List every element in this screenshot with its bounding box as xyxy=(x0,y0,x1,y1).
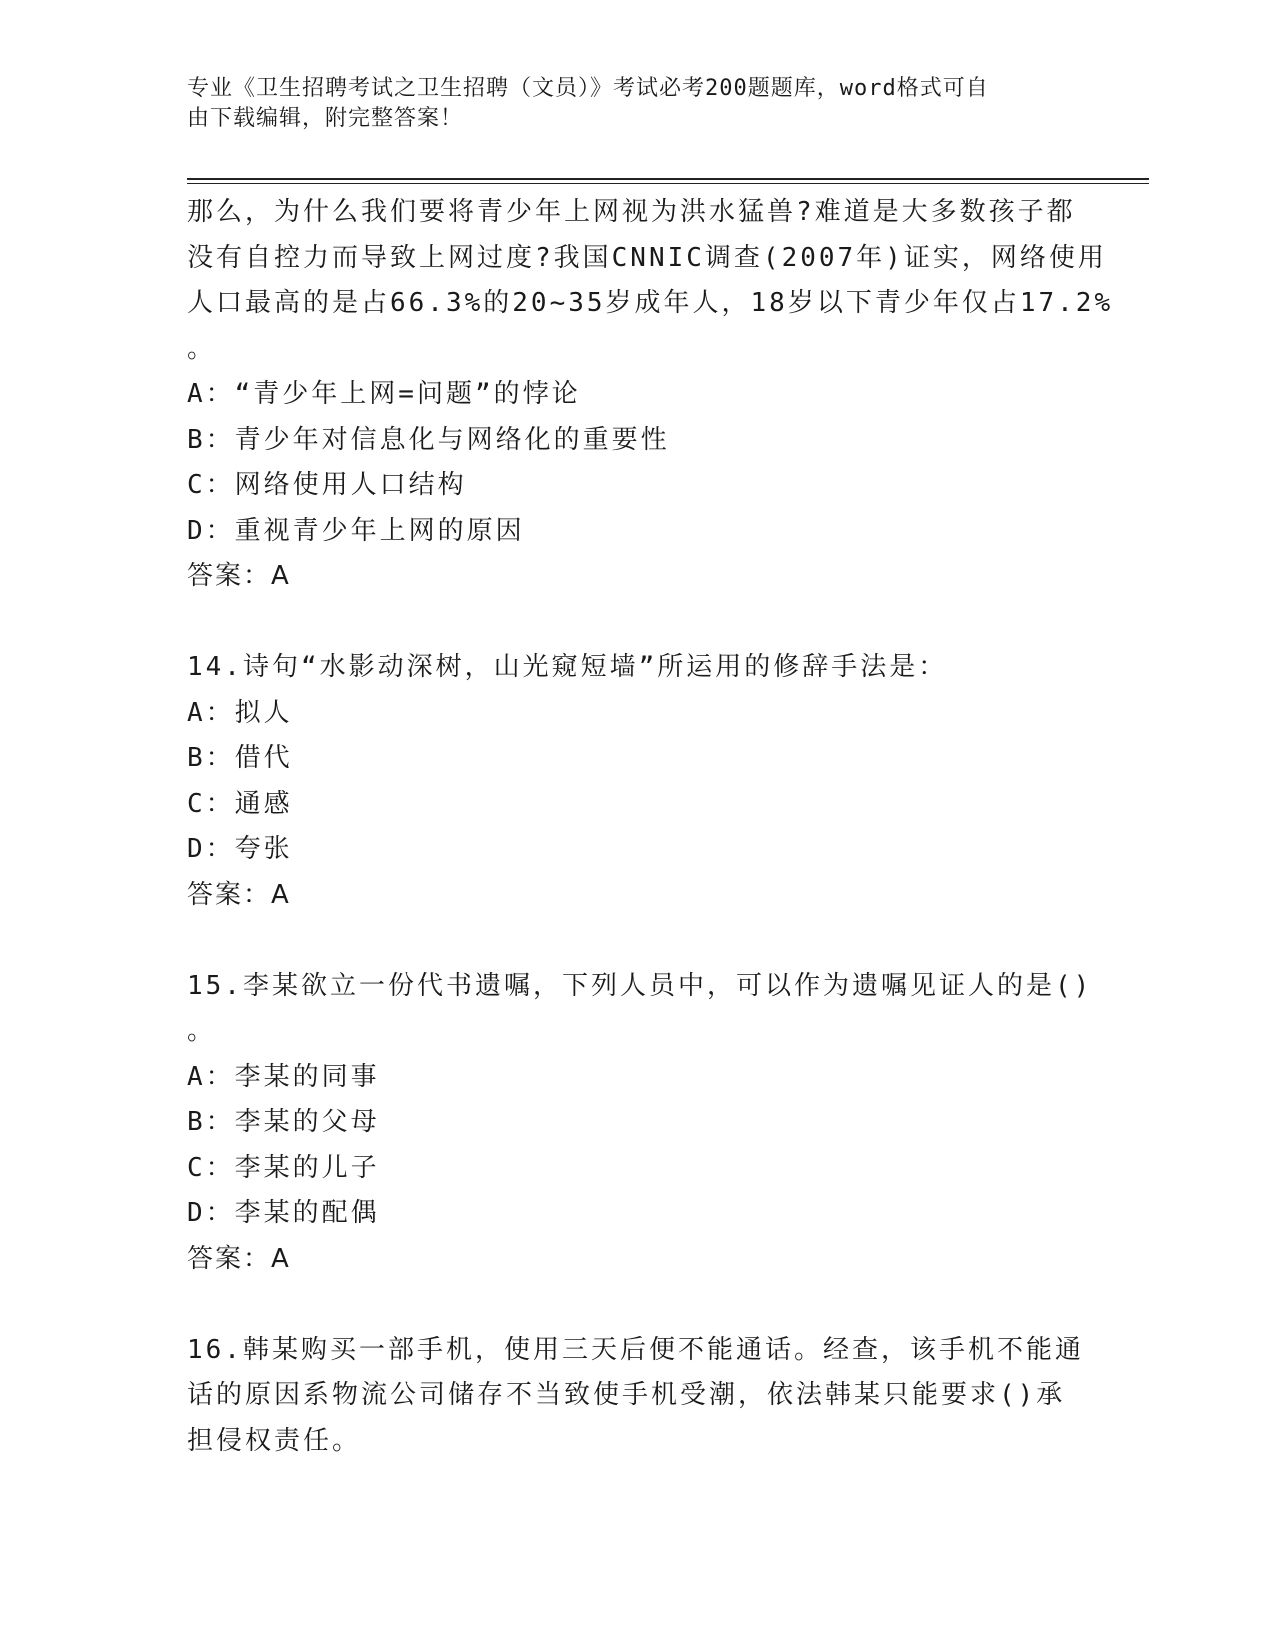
question-stem-line: 16.韩某购买一部手机，使用三天后便不能通话。经查，该手机不能通 xyxy=(187,1334,1084,1365)
answer-line: 答案：A xyxy=(187,1243,291,1274)
question-stem-line: 那么，为什么我们要将青少年上网视为洪水猛兽?难道是大多数孩子都 xyxy=(187,197,1076,227)
question-stem-line: 。 xyxy=(187,333,217,364)
question-13 xyxy=(187,190,1114,600)
question-stem-line: 话的原因系物流公司储存不当致使手机受潮，依法韩某只能要求()承 xyxy=(187,1380,1066,1410)
option-a: A：“青少年上网=问题”的悖论 xyxy=(187,379,581,409)
document-body xyxy=(187,190,1114,1464)
question-15 xyxy=(187,964,1093,1283)
question-stem-line: 人口最高的是占66.3%的20~35岁成年人，18岁以下青少年仅占17.2% xyxy=(187,288,1114,318)
header-divider-thin xyxy=(187,183,1149,184)
header-divider-thick xyxy=(187,178,1149,180)
option-b: B：青少年对信息化与网络化的重要性 xyxy=(187,424,670,455)
question-stem-line: 14.诗句“水影动深树，山光窥短墙”所运用的修辞手法是： xyxy=(187,652,948,682)
answer-line: 答案：A xyxy=(187,561,291,591)
option-b: B：李某的父母 xyxy=(187,1107,380,1137)
option-c: C：网络使用人口结构 xyxy=(187,470,467,500)
option-a: A：拟人 xyxy=(187,697,293,728)
answer-line: 答案：A xyxy=(187,879,291,910)
option-c: C：李某的儿子 xyxy=(187,1152,380,1183)
option-d: D：重视青少年上网的原因 xyxy=(187,515,525,546)
question-stem-line: 没有自控力而导致上网过度?我国CNNIC调查(2007年)证实，网络使用 xyxy=(187,242,1107,273)
header-title-line-2: 由下载编辑，附完整答案！ xyxy=(187,106,464,131)
option-d: D：李某的配偶 xyxy=(187,1198,380,1228)
question-stem-line: 15.李某欲立一份代书遗嘱，下列人员中，可以作为遗嘱见证人的是() xyxy=(187,970,1093,1001)
spacer xyxy=(187,600,1087,646)
spacer xyxy=(187,1282,1087,1328)
spacer xyxy=(187,918,1087,964)
question-14 xyxy=(187,645,1087,918)
document-header xyxy=(187,74,1067,134)
option-b: B：借代 xyxy=(187,743,293,773)
option-c: C：通感 xyxy=(187,788,293,819)
header-title-line-1: 专业《卫生招聘考试之卫生招聘（文员）》考试必考200题题库，word格式可自 xyxy=(187,76,989,101)
option-d: D：夸张 xyxy=(187,834,293,864)
question-stem-line: 担侵权责任。 xyxy=(187,1425,362,1456)
question-stem-line: 。 xyxy=(187,1016,217,1046)
option-a: A：李某的同事 xyxy=(187,1061,380,1092)
question-16 xyxy=(187,1328,1087,1465)
